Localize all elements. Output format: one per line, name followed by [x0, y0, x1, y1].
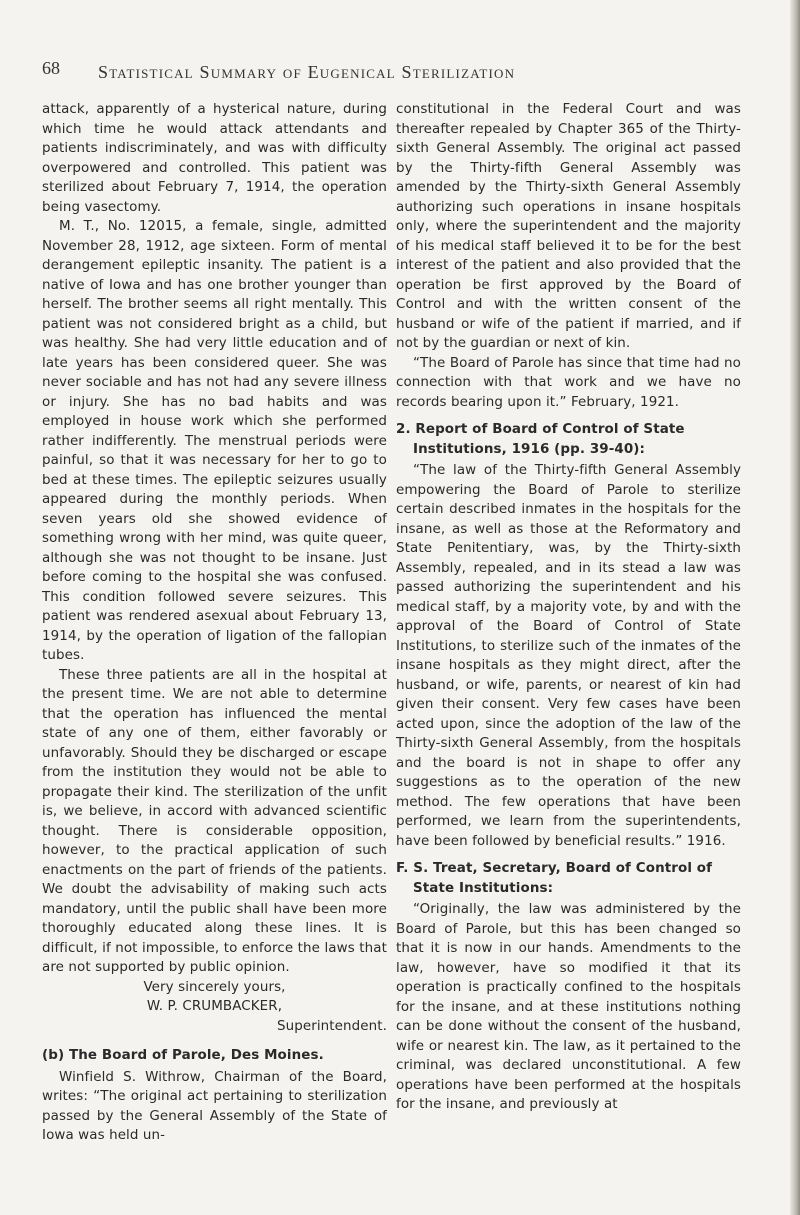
paragraph: “Originally, the law was administered by the Board of Parole, but this has been changed so that it is now in our hands. Amendments to the law, however, have so modified it that its operation is practically confined to the hospitals for the insane, and at these institutions nothing can be done without the consent of the husband, wife or nearest kin. The law, as it pertained to the criminal, was declared unconstitutional. A few operations have been performed at the hospitals for the insane, and previously at [396, 902, 741, 1112]
paragraph: M. T., No. 12015, a female, single, admitted November 28, 1912, age sixteen. Form of mental derangement epileptic insanity. The patient is a native of Iowa and has one brother younger than herself. The brother seems all right mentally. This patient was not considered bright as a child, but was healthy. She had very little education and of late years has been considered queer. She was never sociable and has not had any severe illness or injury. She has no bad habits and was employed in house work which she performed rather indifferently. The menstrual periods were painful, so that it was necessary for her to go to bed at these times. The epileptic seizures usually appeared during the monthly periods. When seven years old she showed evidence of something wrong with her mind, was quite queer, although she was not thought to be insane. Just before coming to the hospital she was confused. This condition followed severe seizures. This patient was rendered asexual about February 13, 1914, by the operation of ligation of the fallopian tubes. [42, 219, 387, 663]
paragraph: “The law of the Thirty-fifth General Assembly empowering the Board of Parole to sterilize certain described inmates in the hospitals for the insane, as well as those at the Reformatory and State Penitentiary, was, by the Thirty-sixth Assembly, repealed, and in its stead a law was passed authorizing the superintendent and his medical staff, by a majority vote, by and with the approval of the Board of Control of State Institutions, to sterilize such of the inmates of the insane hospitals as they might direct, after the husband, or wife, parents, or nearest of kin had given their consent. Very few cases have been acted upon, since the adoption of the law of the Thirty-sixth General Assembly, from the hospitals and the board is not in shape to offer any suggestions as to the operation of the new method. The few operations that have been performed, we learn from the superintendents, have been followed by beneficial results.” 1916. [396, 463, 741, 849]
signature-title: Superintendent. [276, 1018, 387, 1034]
left-column [42, 100, 387, 1146]
signoff [42, 978, 387, 1037]
signature-name: W. P. CRUMBACKER, [146, 999, 283, 1014]
scan-edge-shadow [790, 0, 800, 1215]
running-head: Statistical Summary of Eugenical Sterilization [98, 62, 516, 82]
section-heading: F. S. Treat, Secretary, Board of Control of State Institutions: [396, 861, 713, 896]
paragraph: Winfield S. Withrow, Chairman of the Board, writes: “The original act pertaining to sterilization passed by the General Assembly of the State of Iowa was held un- [42, 1069, 387, 1143]
paragraph: “The Board of Parole has since that time had no connection with that work and we have no records bearing upon it.” February, 1921. [396, 355, 741, 410]
closing-line: Very sincerely yours, [143, 979, 286, 995]
paragraph: attack, apparently of a hysterical nature, during which time he would attack attendants and patients indiscriminately, and was with difficulty overpowered and controlled. This patient was sterilized about February 7, 1914, the operation being vasectomy. [42, 102, 387, 215]
section-heading: (b) The Board of Parole, Des Moines. [42, 1048, 324, 1063]
right-column [396, 100, 741, 1115]
paragraph: constitutional in the Federal Court and was thereafter repealed by Chapter 365 of the Thirty-sixth General Assembly. The original act passed by the Thirty-fifth General Assembly was amended by the Thirty-sixth General Assembly authorizing such operations in insane hospitals only, where the superintendent and the majority of his medical staff believed it to be for the best interest of the patient and also provided that the operation be first approved by the Board of Control and with the written consent of the husband or wife of the patient if married, and if not by the guardian or next of kin. [396, 102, 741, 351]
paragraph: These three patients are all in the hospital at the present time. We are not able to determine that the operation has influenced the mental state of any one of them, either favorably or unfavorably. Should they be discharged or escape from the institution they would not be able to propagate their kind. The sterilization of the unfit is, we believe, in accord with advanced scientific thought. There is considerable opposition, however, to the practical application of such enactments on the part of friends of the patients. We doubt the advisability of making such acts mandatory, until the public shall have been more thoroughly educated along these lines. It is difficult, if not impossible, to enforce the laws that are not supported by public opinion. [42, 667, 387, 975]
page-number: 68 [42, 58, 60, 78]
section-heading: 2. Report of Board of Control of State Institutions, 1916 (pp. 39-40): [396, 422, 685, 457]
